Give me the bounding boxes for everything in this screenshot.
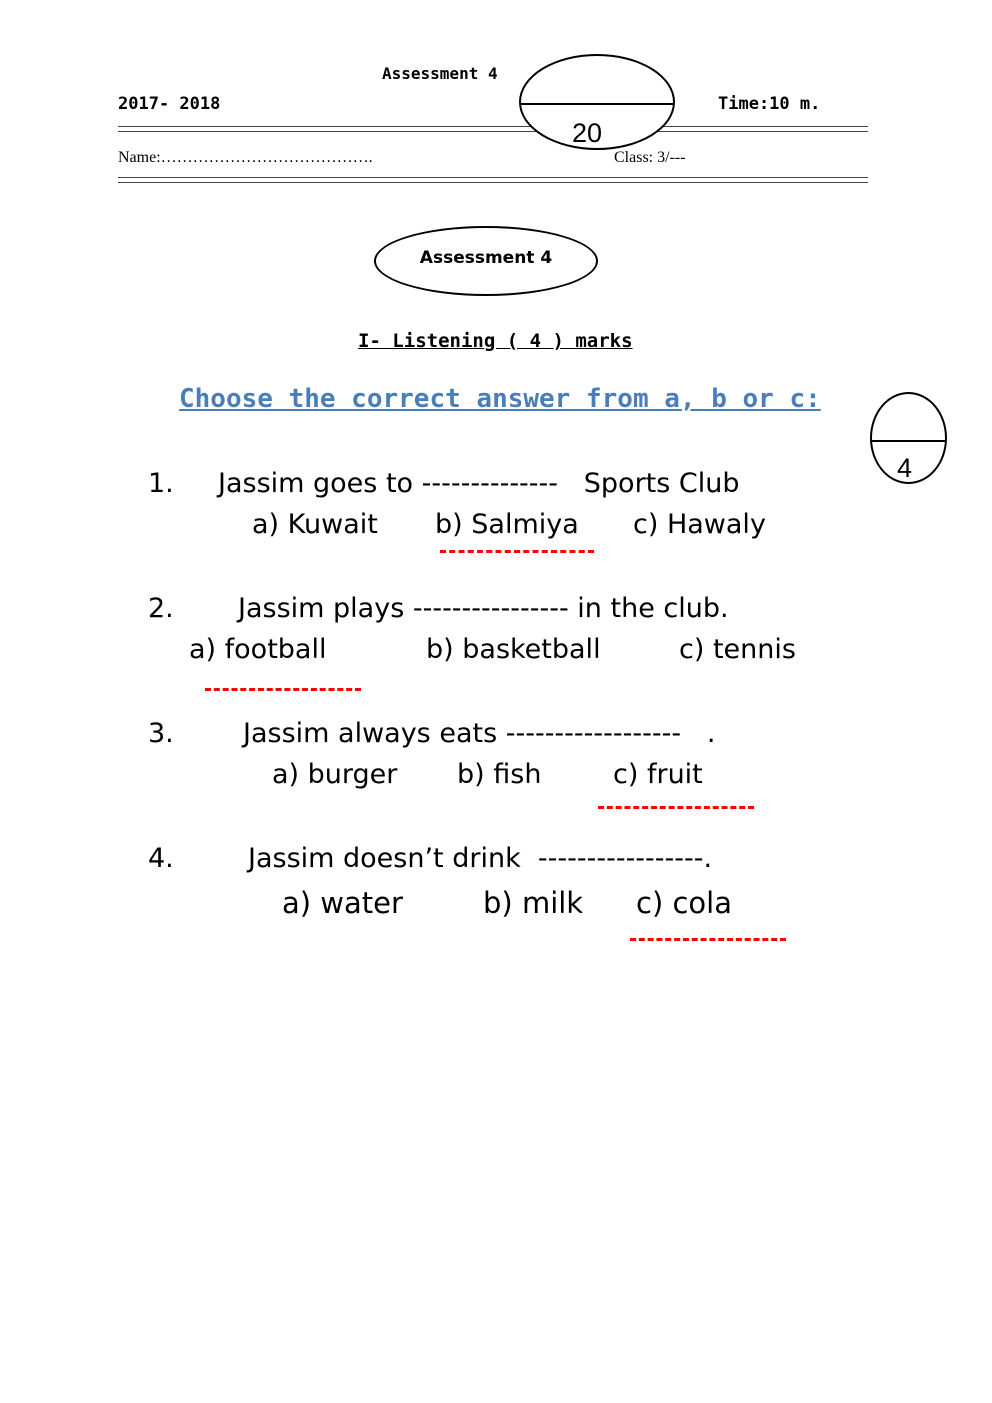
- name-field: Name:………………………………….: [118, 149, 373, 166]
- instruction: Choose the correct answer from a, b or c:: [179, 384, 821, 414]
- assessment-badge-label: Assessment 4: [419, 248, 553, 268]
- question-text: Jassim goes to -------------- Sports Club: [218, 468, 740, 499]
- option-a: a) water: [282, 886, 403, 920]
- header-divider-bottom: [118, 177, 868, 183]
- option-b: b) Salmiya: [435, 509, 579, 540]
- school-year: 2017- 2018: [118, 94, 221, 114]
- question-number: 4.: [148, 843, 174, 874]
- question-text: Jassim always eats ------------------ .: [243, 718, 716, 749]
- option-b: b) milk: [483, 886, 584, 920]
- answer-mark: [598, 806, 754, 809]
- question-number: 1.: [148, 468, 174, 499]
- header-title: Assessment 4: [382, 64, 498, 83]
- option-a: a) Kuwait: [252, 509, 378, 540]
- option-c: c) cola: [636, 886, 732, 920]
- answer-mark: [440, 550, 594, 553]
- section-score: 4: [897, 453, 913, 483]
- question-number: 2.: [148, 593, 174, 624]
- answer-mark: [205, 688, 361, 691]
- option-c: c) tennis: [679, 634, 796, 665]
- option-c: c) fruit: [613, 759, 703, 790]
- class-field: Class: 3/---: [614, 149, 686, 166]
- assessment-badge: [374, 226, 598, 296]
- answer-mark: [630, 938, 786, 941]
- section-heading: I- Listening ( 4 ) marks: [358, 330, 633, 352]
- section-score-divider: [872, 440, 945, 442]
- option-a: a) burger: [272, 759, 398, 790]
- total-score-divider: [521, 103, 673, 105]
- question-number: 3.: [148, 718, 174, 749]
- question-text: Jassim plays ---------------- in the club.: [238, 593, 729, 624]
- header-divider-top: [118, 126, 868, 132]
- option-c: c) Hawaly: [633, 509, 766, 540]
- time-limit: Time:10 m.: [718, 94, 821, 114]
- question-text: Jassim doesn’t drink -----------------.: [248, 843, 713, 874]
- total-score: 20: [572, 118, 603, 148]
- option-b: b) basketball: [426, 634, 601, 665]
- option-a: a) football: [189, 634, 327, 665]
- option-b: b) fish: [457, 759, 542, 790]
